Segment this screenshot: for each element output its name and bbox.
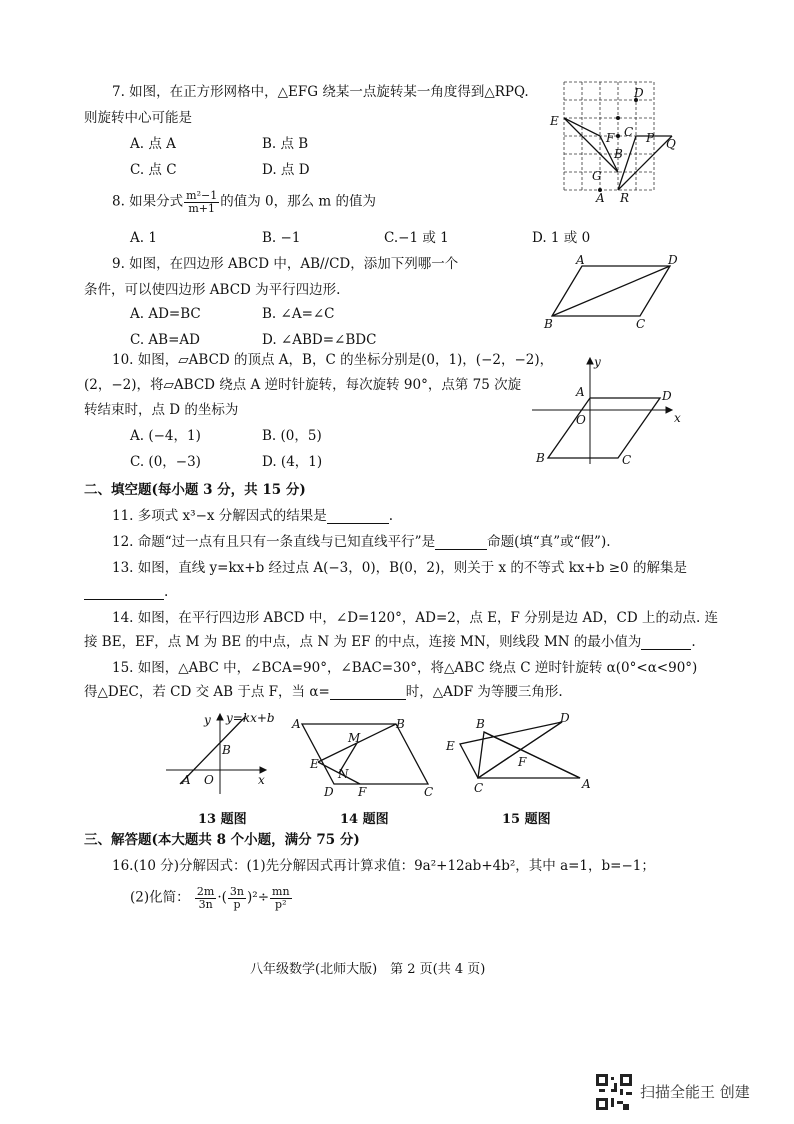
q10-label-a: A [576, 385, 585, 399]
q16-dot: ·( [217, 889, 227, 906]
q7-label-p: P [646, 131, 655, 145]
f13-label-line: y=kx+b [226, 711, 275, 725]
q16-f2-num: 3n [229, 885, 245, 898]
page-footer: 八年级数学(北师大版) 第 2 页(共 4 页) [250, 962, 486, 977]
f14-label-d: D [324, 785, 334, 798]
q7-stem-cont: 则旋转中心可能是 [84, 110, 192, 126]
scanner-watermark: 扫描全能王 创建 [640, 1083, 750, 1101]
figure-13 [162, 708, 276, 796]
q12-answer-blank[interactable] [435, 535, 487, 550]
f15-label-e: E [446, 739, 455, 753]
q14-text: 14. 如图，在平行四边形 ABCD 中，∠D=120°，AD=2，点 E，F 分别是边 AD，CD 上的动点. 连 [112, 610, 719, 626]
q13-post: . [164, 584, 169, 600]
q14-answer-blank[interactable] [641, 635, 691, 650]
q9-label-c: C [636, 317, 646, 331]
figure-13-caption: 13 题图 [198, 812, 247, 827]
f15-label-c: C [474, 781, 484, 795]
figure-15 [442, 708, 598, 796]
q10-option-d: D. (4，1) [262, 454, 323, 470]
f13-label-y: y [204, 713, 211, 727]
f14-label-m: M [348, 731, 361, 745]
q8-option-b: B. −1 [262, 230, 301, 246]
q13-answer-blank[interactable] [84, 585, 164, 600]
q13-answer-line [84, 584, 168, 600]
q13-text: 13. 如图，直线 y=kx+b 经过点 A(−3，0)，B(0，2)，则关于 x 的不等式 kx+b ≥0 的解集是 [112, 560, 687, 576]
q16-part2 [130, 886, 293, 910]
q10-label-y: y [594, 355, 601, 369]
q8-stem-post: 的值为 0，那么 m 的值为 [220, 193, 376, 210]
f13-label-o: O [204, 773, 214, 787]
q11-post: . [388, 508, 394, 524]
q10-option-a: A. (−4，1) [130, 428, 201, 444]
q7-label-e: E [550, 114, 559, 128]
q7-label-r: R [620, 191, 630, 205]
q9-option-c: C. AB=AD [130, 332, 200, 348]
q7-option-a: A. 点 A [130, 136, 176, 152]
q10-stem-cont: (2，−2)，将▱ABCD 绕点 A 逆时针旋转，每次旋转 90°，点第 75 次旋 [84, 377, 522, 393]
q7-label-b: B [614, 147, 623, 161]
q7-option-d: D. 点 D [262, 162, 310, 178]
q12-text: 12. 命题“过一点有且只有一条直线与已知直线平行”是 [112, 534, 436, 550]
q9-label-b: B [544, 317, 553, 331]
q14-line2 [84, 634, 696, 650]
q8-stem [112, 190, 376, 214]
f13-label-a: A [182, 773, 191, 787]
q15-line2 [84, 684, 563, 700]
f14-label-c: C [424, 785, 434, 798]
qr-code-icon [596, 1074, 632, 1110]
q9-stem: 9. 如图，在四边形 ABCD 中，AB//CD，添加下列哪一个 [112, 256, 459, 272]
f14-label-e: E [310, 757, 319, 771]
f14-label-a: A [292, 717, 301, 731]
q8-option-c: C.−1 或 1 [384, 230, 449, 246]
q10-coordinate-figure [528, 354, 688, 468]
q7-label-g: G [592, 169, 602, 183]
q11-answer-blank[interactable] [327, 509, 389, 524]
q9-option-b: B. ∠A=∠C [262, 306, 335, 322]
q9-label-a: A [576, 253, 585, 267]
q15-text-post: 时，△ADF 为等腰三角形. [405, 684, 563, 700]
q16-f3-den: p² [275, 897, 287, 911]
q16-power: )²÷ [247, 889, 270, 906]
q10-label-o: O [576, 413, 586, 427]
q14-post: . [691, 634, 696, 650]
q15-answer-blank[interactable] [330, 685, 406, 700]
q9-stem-cont: 条件，可以使四边形 ABCD 为平行四边形. [84, 282, 341, 298]
section-answer-heading: 三、解答题(本大题共 8 个小题，满分 75 分) [84, 832, 360, 848]
figure-14-caption: 14 题图 [340, 812, 389, 827]
q8-stem-pre: 8. 如果分式 [112, 193, 184, 210]
q9-option-d: D. ∠ABD=∠BDC [262, 332, 377, 348]
f15-label-b: B [476, 717, 485, 731]
figure-15-caption: 15 题图 [502, 812, 551, 827]
f13-label-b: B [222, 743, 231, 757]
f14-label-n: N [338, 767, 349, 781]
q10-label-c: C [622, 453, 632, 467]
q8-fraction-den: m+1 [188, 201, 216, 215]
q16-f1-num: 2m [196, 885, 215, 898]
f15-label-d: D [560, 711, 570, 725]
q7-label-a: A [596, 191, 605, 205]
q7-label-d: D [634, 86, 644, 100]
q9-option-a: A. AD=BC [130, 306, 201, 322]
q7-stem: 7. 如图，在正方形网格中，△EFG 绕某一点旋转某一角度得到△RPQ. [112, 84, 529, 100]
f13-label-x: x [258, 773, 265, 787]
q11-line [112, 508, 393, 524]
q10-label-d: D [662, 389, 672, 403]
q16-fraction-2 [228, 886, 246, 910]
q16-fraction-1 [195, 886, 216, 910]
q8-fraction [184, 190, 219, 214]
q16-f1-den: 3n [198, 897, 213, 911]
q8-fraction-num: m²−1 [186, 189, 218, 202]
f15-label-f: F [518, 755, 527, 769]
q10-option-b: B. (0，5) [262, 428, 322, 444]
f14-label-b: B [396, 717, 405, 731]
q7-label-f: F [606, 131, 615, 145]
q7-option-c: C. 点 C [130, 162, 177, 178]
q9-quadrilateral-figure [540, 252, 690, 334]
q8-option-d: D. 1 或 0 [532, 230, 591, 246]
q7-label-c: C [624, 125, 634, 139]
f15-label-a: A [582, 777, 591, 791]
figure-14 [288, 712, 438, 798]
q16-part2-label: (2)化简： [130, 889, 190, 906]
q16-f3-num: mn [272, 885, 290, 898]
q10-label-x: x [674, 411, 681, 425]
q16-fraction-3 [270, 886, 292, 910]
q10-option-c: C. (0，−3) [130, 454, 201, 470]
q15-text: 15. 如图，△ABC 中，∠BCA=90°，∠BAC=30°，将△ABC 绕点 C 逆时针旋转 α(0°<α<90°) [112, 660, 698, 676]
q16-part1: 16.(10 分)分解因式：(1)先分解因式再计算求值：9a²+12ab+4b²，其中 a=1，b=−1； [112, 858, 655, 874]
q9-label-d: D [668, 253, 678, 267]
q15-text-cont: 得△DEC，若 CD 交 AB 于点 F，当 α= [84, 684, 330, 700]
q12-post: 命题(填“真”或“假”). [487, 534, 611, 550]
q12-line [112, 534, 611, 550]
q14-text-cont: 接 BE，EF，点 M 为 BE 的中点，点 N 为 EF 的中点，连接 MN，则线段 MN 的最小值为 [84, 634, 642, 650]
q10-stem-cont2: 转结束时，点 D 的坐标为 [84, 402, 239, 418]
q7-grid-figure [548, 78, 688, 206]
q7-label-q: Q [666, 137, 676, 151]
f14-label-f: F [358, 785, 367, 798]
q7-option-b: B. 点 B [262, 136, 309, 152]
q16-f2-den: p [233, 897, 241, 911]
q10-stem: 10. 如图，▱ABCD 的顶点 A，B，C 的坐标分别是(0，1)，(−2，−2)， [112, 352, 554, 368]
section-fill-in-heading: 二、填空题(每小题 3 分，共 15 分) [84, 482, 306, 498]
q10-label-b: B [536, 451, 545, 465]
q11-text: 11. 多项式 x³−x 分解因式的结果是 [112, 508, 327, 524]
q8-option-a: A. 1 [130, 230, 157, 246]
